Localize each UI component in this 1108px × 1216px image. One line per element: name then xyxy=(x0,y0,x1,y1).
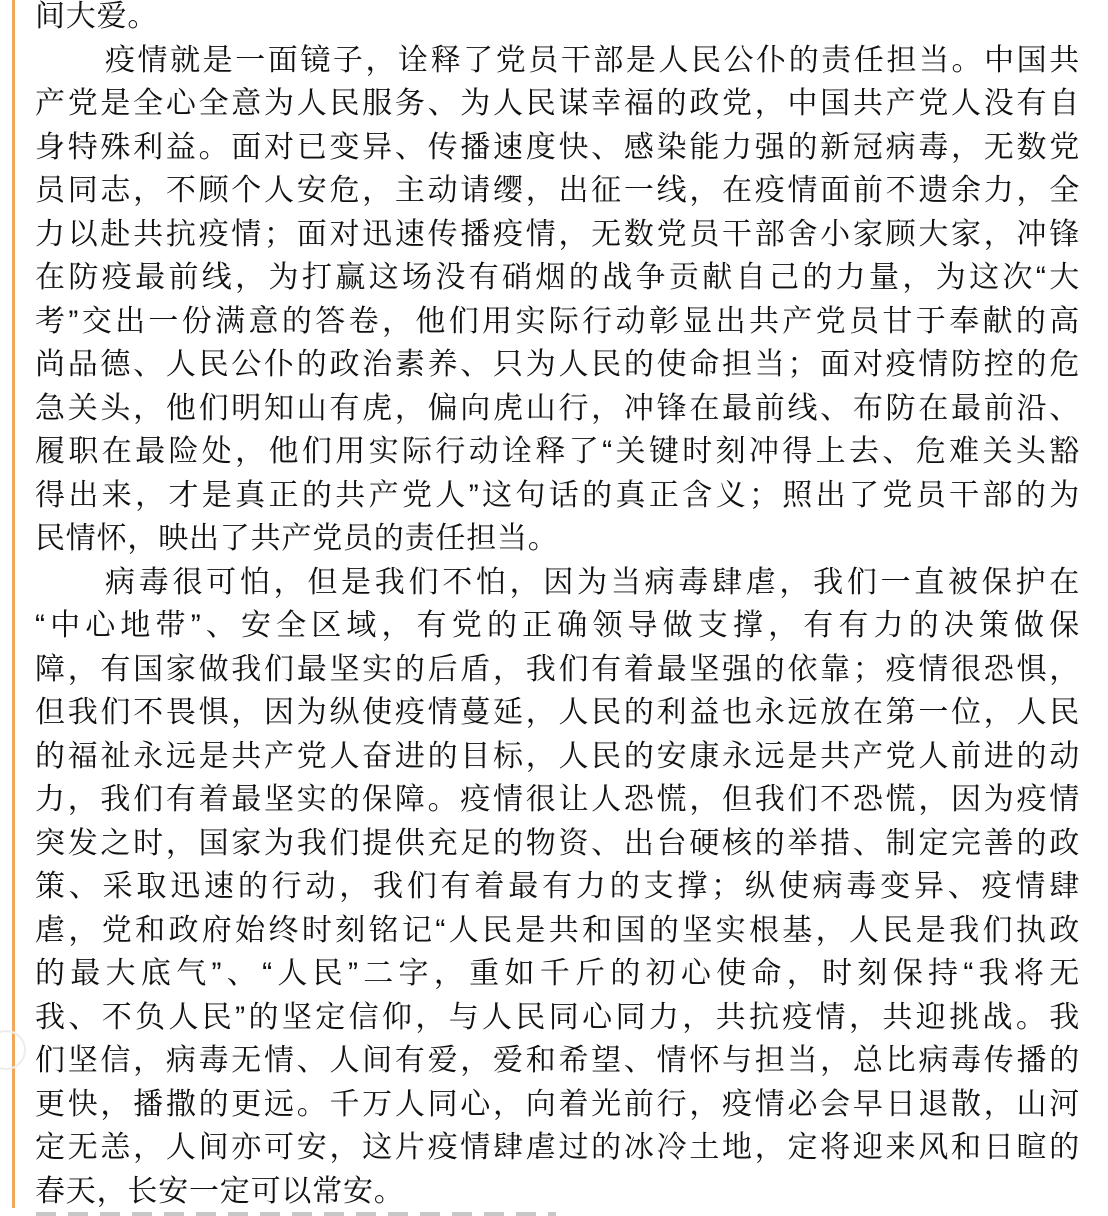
text-line: 产党是全心全意为人民服务、为人民谋幸福的政党，中国共产党人没有自 xyxy=(35,87,1080,120)
text-line: 的福祉永远是共产党人奋进的目标，人民的安康永远是共产党人前进的动 xyxy=(35,739,1080,773)
text-line: 障，有国家做我们最坚实的后盾，我们有着最坚强的依靠；疫情很恐惧， xyxy=(35,652,1080,686)
text-line: 力以赴共抗疫情；面对迅速传播疫情，无数党员干部舍小家顾大家，冲锋 xyxy=(35,217,1080,251)
text-line: 在防疫最前线，为打赢这场没有硝烟的战争贡献自己的力量，为这次“大 xyxy=(35,261,1080,294)
text-line: 定无恙，人间亦可安，这片疫情肆虐过的冰冷土地，定将迎来风和日暄的 xyxy=(35,1131,1080,1164)
text-line: 策、采取迅速的行动，我们有着最有力的支撑；纵使病毒变异、疫情肆 xyxy=(35,870,1080,903)
text-line: 我、不负人民”的坚定信仰，与人民同心同力，共抗疫情，共迎挑战。我 xyxy=(35,1000,1080,1034)
text-line: 身特殊利益。面对已变异、传播速度快、感染能力强的新冠病毒，无数党 xyxy=(35,130,1080,164)
text-line: 急关头，他们明知山有虎，偏向虎山行，冲锋在最前线、布防在最前沿、 xyxy=(35,391,1080,425)
text-line: 春天，长安一定可以常安。 xyxy=(35,1174,405,1208)
text-line: 病毒很可怕，但是我们不怕，因为当病毒肆虐，我们一直被保护在 xyxy=(105,565,1080,599)
text-line: 疫情就是一面镜子，诠释了党员干部是人民公仆的责任担当。中国共 xyxy=(105,43,1080,77)
margin-anchor-circle xyxy=(0,1030,26,1070)
text-line: 的最大底气”、“人民”二字，重如千斤的初心使命，时刻保持“我将无 xyxy=(35,957,1080,990)
text-line: “中心地带”、安全区域，有党的正确领导做支撑，有有力的决策做保 xyxy=(35,609,1080,642)
text-line: 更快，播撒的更远。千万人同心，向着光前行，疫情必会早日退散，山河 xyxy=(35,1087,1080,1121)
text-line: 间大爱。 xyxy=(35,0,159,33)
text-line: 力，我们有着最坚实的保障。疫情很让人恐慌，但我们不恐慌，因为疫情 xyxy=(35,783,1080,816)
left-margin-rule xyxy=(12,0,15,1208)
text-line: 履职在最险处，他们用实际行动诠释了“关键时刻冲得上去、危难关头豁 xyxy=(35,435,1080,468)
text-line: 尚品德、人民公仆的政治素养、只为人民的使命担当；面对疫情防控的危 xyxy=(35,348,1080,381)
document-text xyxy=(35,0,1080,1213)
text-line: 员同志，不顾个人安危，主动请缨，出征一线，在疫情面前不遗余力，全 xyxy=(35,174,1080,207)
text-line: 突发之时，国家为我们提供充足的物资、出台硬核的举措、制定完善的政 xyxy=(35,826,1080,860)
clipped-next-line-fragment xyxy=(36,1212,556,1216)
text-line: 得出来，才是真正的共产党人”这句话的真正含义；照出了党员干部的为 xyxy=(35,478,1080,512)
text-line: 们坚信，病毒无情、人间有爱，爱和希望、情怀与担当，总比病毒传播的 xyxy=(35,1044,1080,1077)
text-line: 虐，党和政府始终时刻铭记“人民是共和国的坚实根基，人民是我们执政 xyxy=(35,913,1080,947)
text-line: 民情怀，映出了共产党员的责任担当。 xyxy=(35,522,559,555)
text-line: 考”交出一份满意的答卷，他们用实际行动彰显出共产党员甘于奉献的高 xyxy=(35,304,1080,338)
text-line: 但我们不畏惧，因为纵使疫情蔓延，人民的利益也永远放在第一位，人民 xyxy=(35,696,1080,729)
